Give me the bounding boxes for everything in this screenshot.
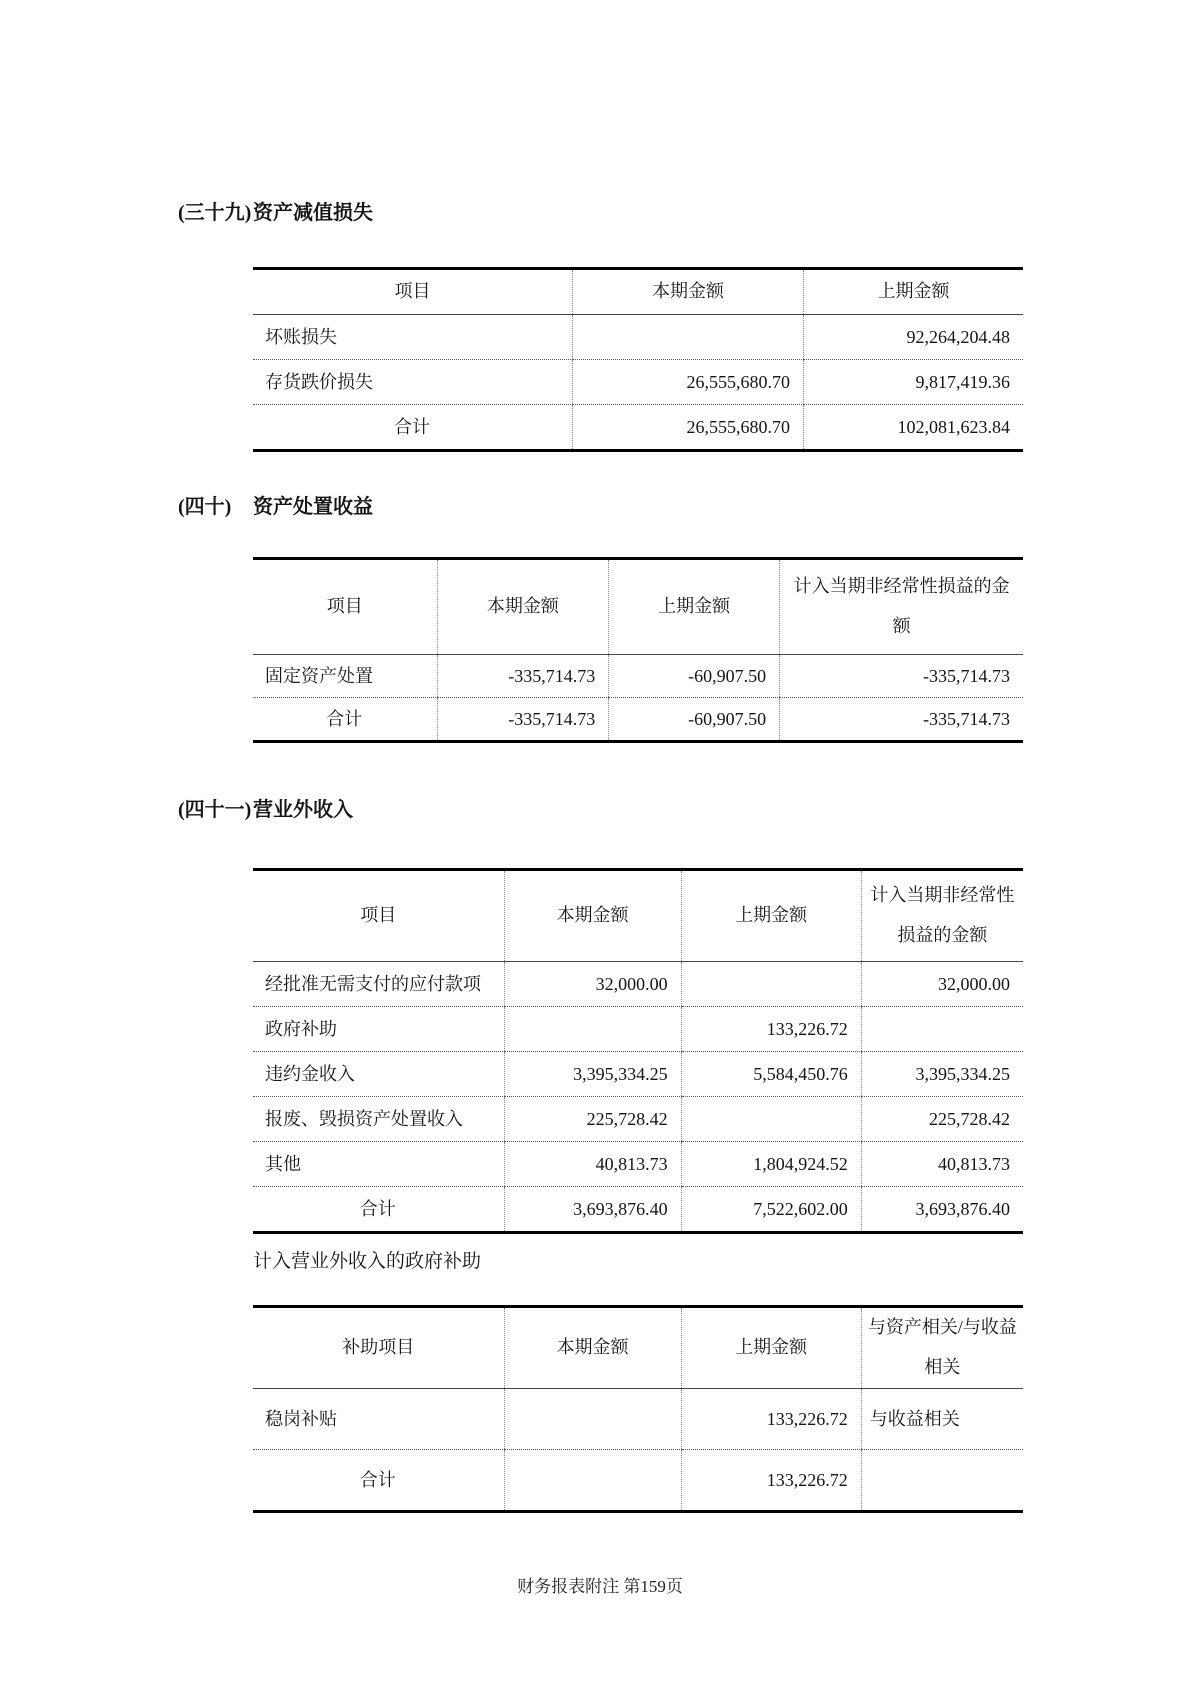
amount-cell: 3,693,876.40 (504, 1187, 681, 1233)
amount-cell: -60,907.50 (609, 698, 780, 742)
amount-cell: -335,714.73 (437, 698, 609, 742)
gov-grant-note-heading: 计入营业外收入的政府补助 (253, 1251, 482, 1272)
amount-cell (861, 1007, 1023, 1052)
amount-cell (504, 1450, 681, 1512)
related-type-cell: 与收益相关 (861, 1389, 1023, 1450)
row-label: 存货跌价损失 (253, 360, 573, 405)
amount-cell: -60,907.50 (609, 655, 780, 698)
row-label: 政府补助 (253, 1007, 504, 1052)
amount-cell: 40,813.73 (504, 1142, 681, 1187)
table-row (253, 1052, 1023, 1097)
table-header-row (253, 1307, 1023, 1389)
row-label: 违约金收入 (253, 1052, 504, 1097)
amount-cell: 3,395,334.25 (861, 1052, 1023, 1097)
section-heading-41 (178, 793, 353, 822)
table-row (253, 1097, 1023, 1142)
header-cell-item: 项目 (253, 870, 504, 962)
table-row (253, 360, 1023, 405)
amount-cell: 7,522,602.00 (681, 1187, 861, 1233)
amount-cell (504, 1007, 681, 1052)
table-row (253, 315, 1023, 360)
total-label: 合计 (359, 1198, 396, 1219)
table-header-row (253, 269, 1023, 315)
header-cell-asset-income-related: 与资产相关/与收益相关 (861, 1307, 1023, 1389)
section-heading-39 (178, 196, 373, 225)
amount-cell: 32,000.00 (504, 962, 681, 1007)
amount-cell: 3,395,334.25 (504, 1052, 681, 1097)
total-row (253, 405, 1023, 451)
header-cell-current-period: 本期金额 (504, 1307, 681, 1389)
row-label: 经批准无需支付的应付款项 (253, 962, 504, 1007)
row-label: 其他 (253, 1142, 504, 1187)
amount-cell: 32,000.00 (861, 962, 1023, 1007)
table-row (253, 655, 1023, 698)
amount-cell (573, 315, 804, 360)
non-operating-income-table (253, 868, 1023, 1234)
row-label: 稳岗补贴 (253, 1389, 504, 1450)
table-row (253, 1389, 1023, 1450)
amount-cell: -335,714.73 (437, 655, 609, 698)
amount-cell: 1,804,924.52 (681, 1142, 861, 1187)
section-number: (三十九) (178, 202, 252, 224)
amount-cell (681, 1097, 861, 1142)
header-cell-nonrecurring: 计入当期非经常性损益的金额 (780, 559, 1023, 655)
amount-cell: -335,714.73 (780, 655, 1023, 698)
header-cell-prior-period: 上期金额 (681, 870, 861, 962)
header-cell-prior-period: 上期金额 (804, 269, 1023, 315)
amount-cell: 133,226.72 (681, 1007, 861, 1052)
amount-cell: -335,714.73 (780, 698, 1023, 742)
header-cell-grant-item: 补助项目 (253, 1307, 504, 1389)
header-cell-current-period: 本期金额 (504, 870, 681, 962)
total-row (253, 1450, 1023, 1512)
section-title: 资产处置收益 (253, 496, 373, 518)
row-label: 固定资产处置 (253, 655, 437, 698)
asset-disposal-table (253, 557, 1023, 743)
header-cell-current-period: 本期金额 (437, 559, 609, 655)
section-title: 营业外收入 (253, 799, 353, 821)
table-row (253, 1142, 1023, 1187)
amount-cell: 40,813.73 (861, 1142, 1023, 1187)
amount-cell (681, 962, 861, 1007)
amount-cell: 3,693,876.40 (861, 1187, 1023, 1233)
amount-cell: 133,226.72 (681, 1450, 861, 1512)
header-cell-nonrecurring: 计入当期非经常性损益的金额 (861, 870, 1023, 962)
table-header-row (253, 870, 1023, 962)
amount-cell: 133,226.72 (681, 1389, 861, 1450)
impairment-loss-table (253, 267, 1023, 452)
amount-cell (504, 1389, 681, 1450)
total-label: 合计 (394, 416, 431, 437)
amount-cell: 9,817,419.36 (804, 360, 1023, 405)
section-number: (四十一) (178, 799, 252, 821)
header-cell-prior-period: 上期金额 (609, 559, 780, 655)
total-row (253, 1187, 1023, 1233)
header-cell-item: 项目 (253, 559, 437, 655)
amount-cell: 102,081,623.84 (804, 405, 1023, 451)
gov-grant-table (253, 1305, 1023, 1513)
table-header-row (253, 559, 1023, 655)
table-row (253, 1007, 1023, 1052)
amount-cell: 225,728.42 (861, 1097, 1023, 1142)
section-number: (四十) (178, 496, 232, 518)
amount-cell: 26,555,680.70 (573, 360, 804, 405)
section-heading-40 (178, 490, 373, 519)
total-row (253, 698, 1023, 742)
total-label: 合计 (359, 1469, 396, 1490)
amount-cell: 92,264,204.48 (804, 315, 1023, 360)
page-footer: 财务报表附注 第159页 (517, 1577, 683, 1596)
amount-cell: 225,728.42 (504, 1097, 681, 1142)
section-title: 资产减值损失 (253, 202, 373, 224)
row-label: 报废、毁损资产处置收入 (253, 1097, 504, 1142)
amount-cell: 5,584,450.76 (681, 1052, 861, 1097)
table-row (253, 962, 1023, 1007)
header-cell-current-period: 本期金额 (573, 269, 804, 315)
header-cell-item: 项目 (253, 269, 573, 315)
row-label: 坏账损失 (253, 315, 573, 360)
amount-cell: 26,555,680.70 (573, 405, 804, 451)
related-type-cell (861, 1450, 1023, 1512)
total-label: 合计 (326, 708, 363, 729)
header-cell-prior-period: 上期金额 (681, 1307, 861, 1389)
